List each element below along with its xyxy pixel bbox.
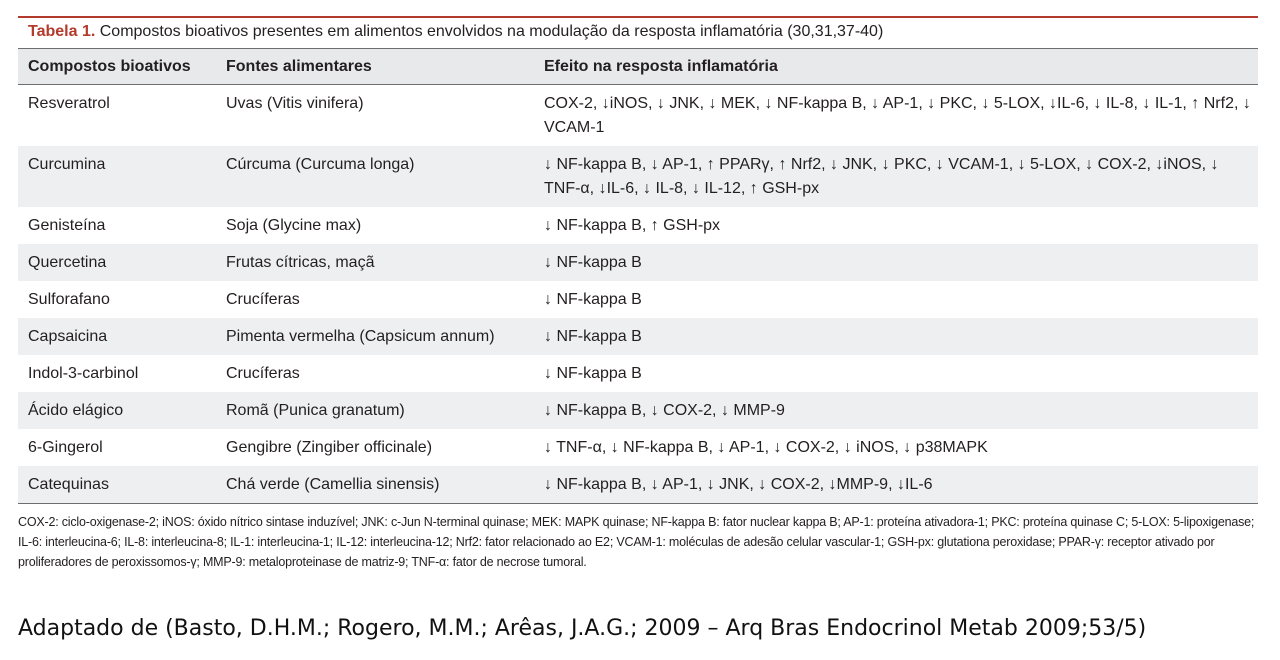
effect-cell: ↓ TNF-α, ↓ NF-kappa B, ↓ AP-1, ↓ COX-2, ↓ iNOS, ↓ p38MAPK bbox=[544, 439, 988, 456]
food-source-cell: Uvas (Vitis vinifera) bbox=[226, 95, 364, 112]
table-footnote: COX-2: ciclo-oxigenase-2; iNOS: óxido nítrico sintase induzível; JNK: c-Jun N-terminal quinase; MEK: MAPK quinase; NF-kappa B: fator nuclear kappa B; AP-1: proteína ativadora-1; PKC: proteína quinase C; 5-LOX: 5-lipoxigenase; IL-6: interleucina-6; IL-8: interleucina-8; IL-1: interleucina-1; IL-12: interleucina-12; Nrf2: fator relacionado ao E2; VCAM-1: moléculas de adesão celular vascular-1; GSH-px: glutationa peroxidase; PPAR-γ: receptor ativado por proliferadores de peroxissomos-γ; MMP-9: metaloproteinase de matriz-9; TNF-α: fator de necrose tumoral. bbox=[18, 515, 1255, 569]
table-row bbox=[18, 244, 1258, 281]
bioactive-compounds-table bbox=[18, 48, 1258, 504]
header-food-sources: Fontes alimentares bbox=[216, 49, 534, 85]
table-caption-text: Compostos bioativos presentes em alimentos envolvidos na modulação da resposta inflamatória (30,31,37-40) bbox=[95, 23, 884, 40]
compound-cell: Capsaicina bbox=[28, 328, 108, 345]
table-row bbox=[18, 355, 1258, 392]
food-source-cell: Chá verde (Camellia sinensis) bbox=[226, 476, 440, 493]
effect-cell: ↓ NF-kappa B bbox=[544, 365, 642, 382]
table-caption bbox=[18, 18, 1258, 48]
effect-cell: ↓ NF-kappa B, ↓ AP-1, ↑ PPARγ, ↑ Nrf2, ↓ JNK, ↓ PKC, ↓ VCAM-1, ↓ 5-LOX, ↓ COX-2, ↓iNOS, ↓ TNF-α, ↓IL-6, ↓ IL-8, ↓ IL-12, ↑ GSH-px bbox=[544, 156, 1219, 197]
effect-cell: ↓ NF-kappa B, ↑ GSH-px bbox=[544, 217, 721, 234]
table-caption-label: Tabela 1. bbox=[28, 23, 96, 40]
compound-cell: Ácido elágico bbox=[28, 402, 124, 419]
compound-cell: Curcumina bbox=[28, 156, 106, 173]
food-source-cell: Gengibre (Zingiber officinale) bbox=[226, 439, 433, 456]
table-row bbox=[18, 85, 1258, 147]
food-source-cell: Crucíferas bbox=[226, 365, 300, 382]
effect-cell: ↓ NF-kappa B, ↓ COX-2, ↓ MMP-9 bbox=[544, 402, 785, 419]
table-row bbox=[18, 146, 1258, 207]
table-row bbox=[18, 207, 1258, 244]
food-source-cell: Pimenta vermelha (Capsicum annum) bbox=[226, 328, 495, 345]
compound-cell: 6-Gingerol bbox=[28, 439, 103, 456]
source-citation: Adaptado de (Basto, D.H.M.; Rogero, M.M.; Arêas, J.A.G.; 2009 – Arq Bras Endocrinol Metab 2009;53/5) bbox=[18, 616, 1147, 641]
table-figure bbox=[18, 16, 1258, 572]
compound-cell: Indol-3-carbinol bbox=[28, 365, 139, 382]
header-inflammatory-effect: Efeito na resposta inflamatória bbox=[534, 49, 1258, 85]
effect-cell: ↓ NF-kappa B bbox=[544, 254, 642, 271]
table-row bbox=[18, 466, 1258, 504]
effect-cell: ↓ NF-kappa B bbox=[544, 291, 642, 308]
header-compounds: Compostos bioativos bbox=[18, 49, 216, 85]
compound-cell: Catequinas bbox=[28, 476, 109, 493]
table-row bbox=[18, 318, 1258, 355]
compound-cell: Resveratrol bbox=[28, 95, 110, 112]
table-header-row bbox=[18, 49, 1258, 85]
food-source-cell: Soja (Glycine max) bbox=[226, 217, 362, 234]
effect-cell: COX-2, ↓iNOS, ↓ JNK, ↓ MEK, ↓ NF-kappa B, ↓ AP-1, ↓ PKC, ↓ 5-LOX, ↓IL-6, ↓ IL-8, ↓ IL-1, ↑ Nrf2, ↓ VCAM-1 bbox=[544, 95, 1251, 136]
food-source-cell: Cúrcuma (Curcuma longa) bbox=[226, 156, 415, 173]
compound-cell: Sulforafano bbox=[28, 291, 110, 308]
effect-cell: ↓ NF-kappa B bbox=[544, 328, 642, 345]
table-row bbox=[18, 392, 1258, 429]
table-row bbox=[18, 429, 1258, 466]
table-row bbox=[18, 281, 1258, 318]
food-source-cell: Crucíferas bbox=[226, 291, 300, 308]
food-source-cell: Romã (Punica granatum) bbox=[226, 402, 405, 419]
compound-cell: Genisteína bbox=[28, 217, 106, 234]
effect-cell: ↓ NF-kappa B, ↓ AP-1, ↓ JNK, ↓ COX-2, ↓MMP-9, ↓IL-6 bbox=[544, 476, 933, 493]
food-source-cell: Frutas cítricas, maçã bbox=[226, 254, 375, 271]
compound-cell: Quercetina bbox=[28, 254, 107, 271]
